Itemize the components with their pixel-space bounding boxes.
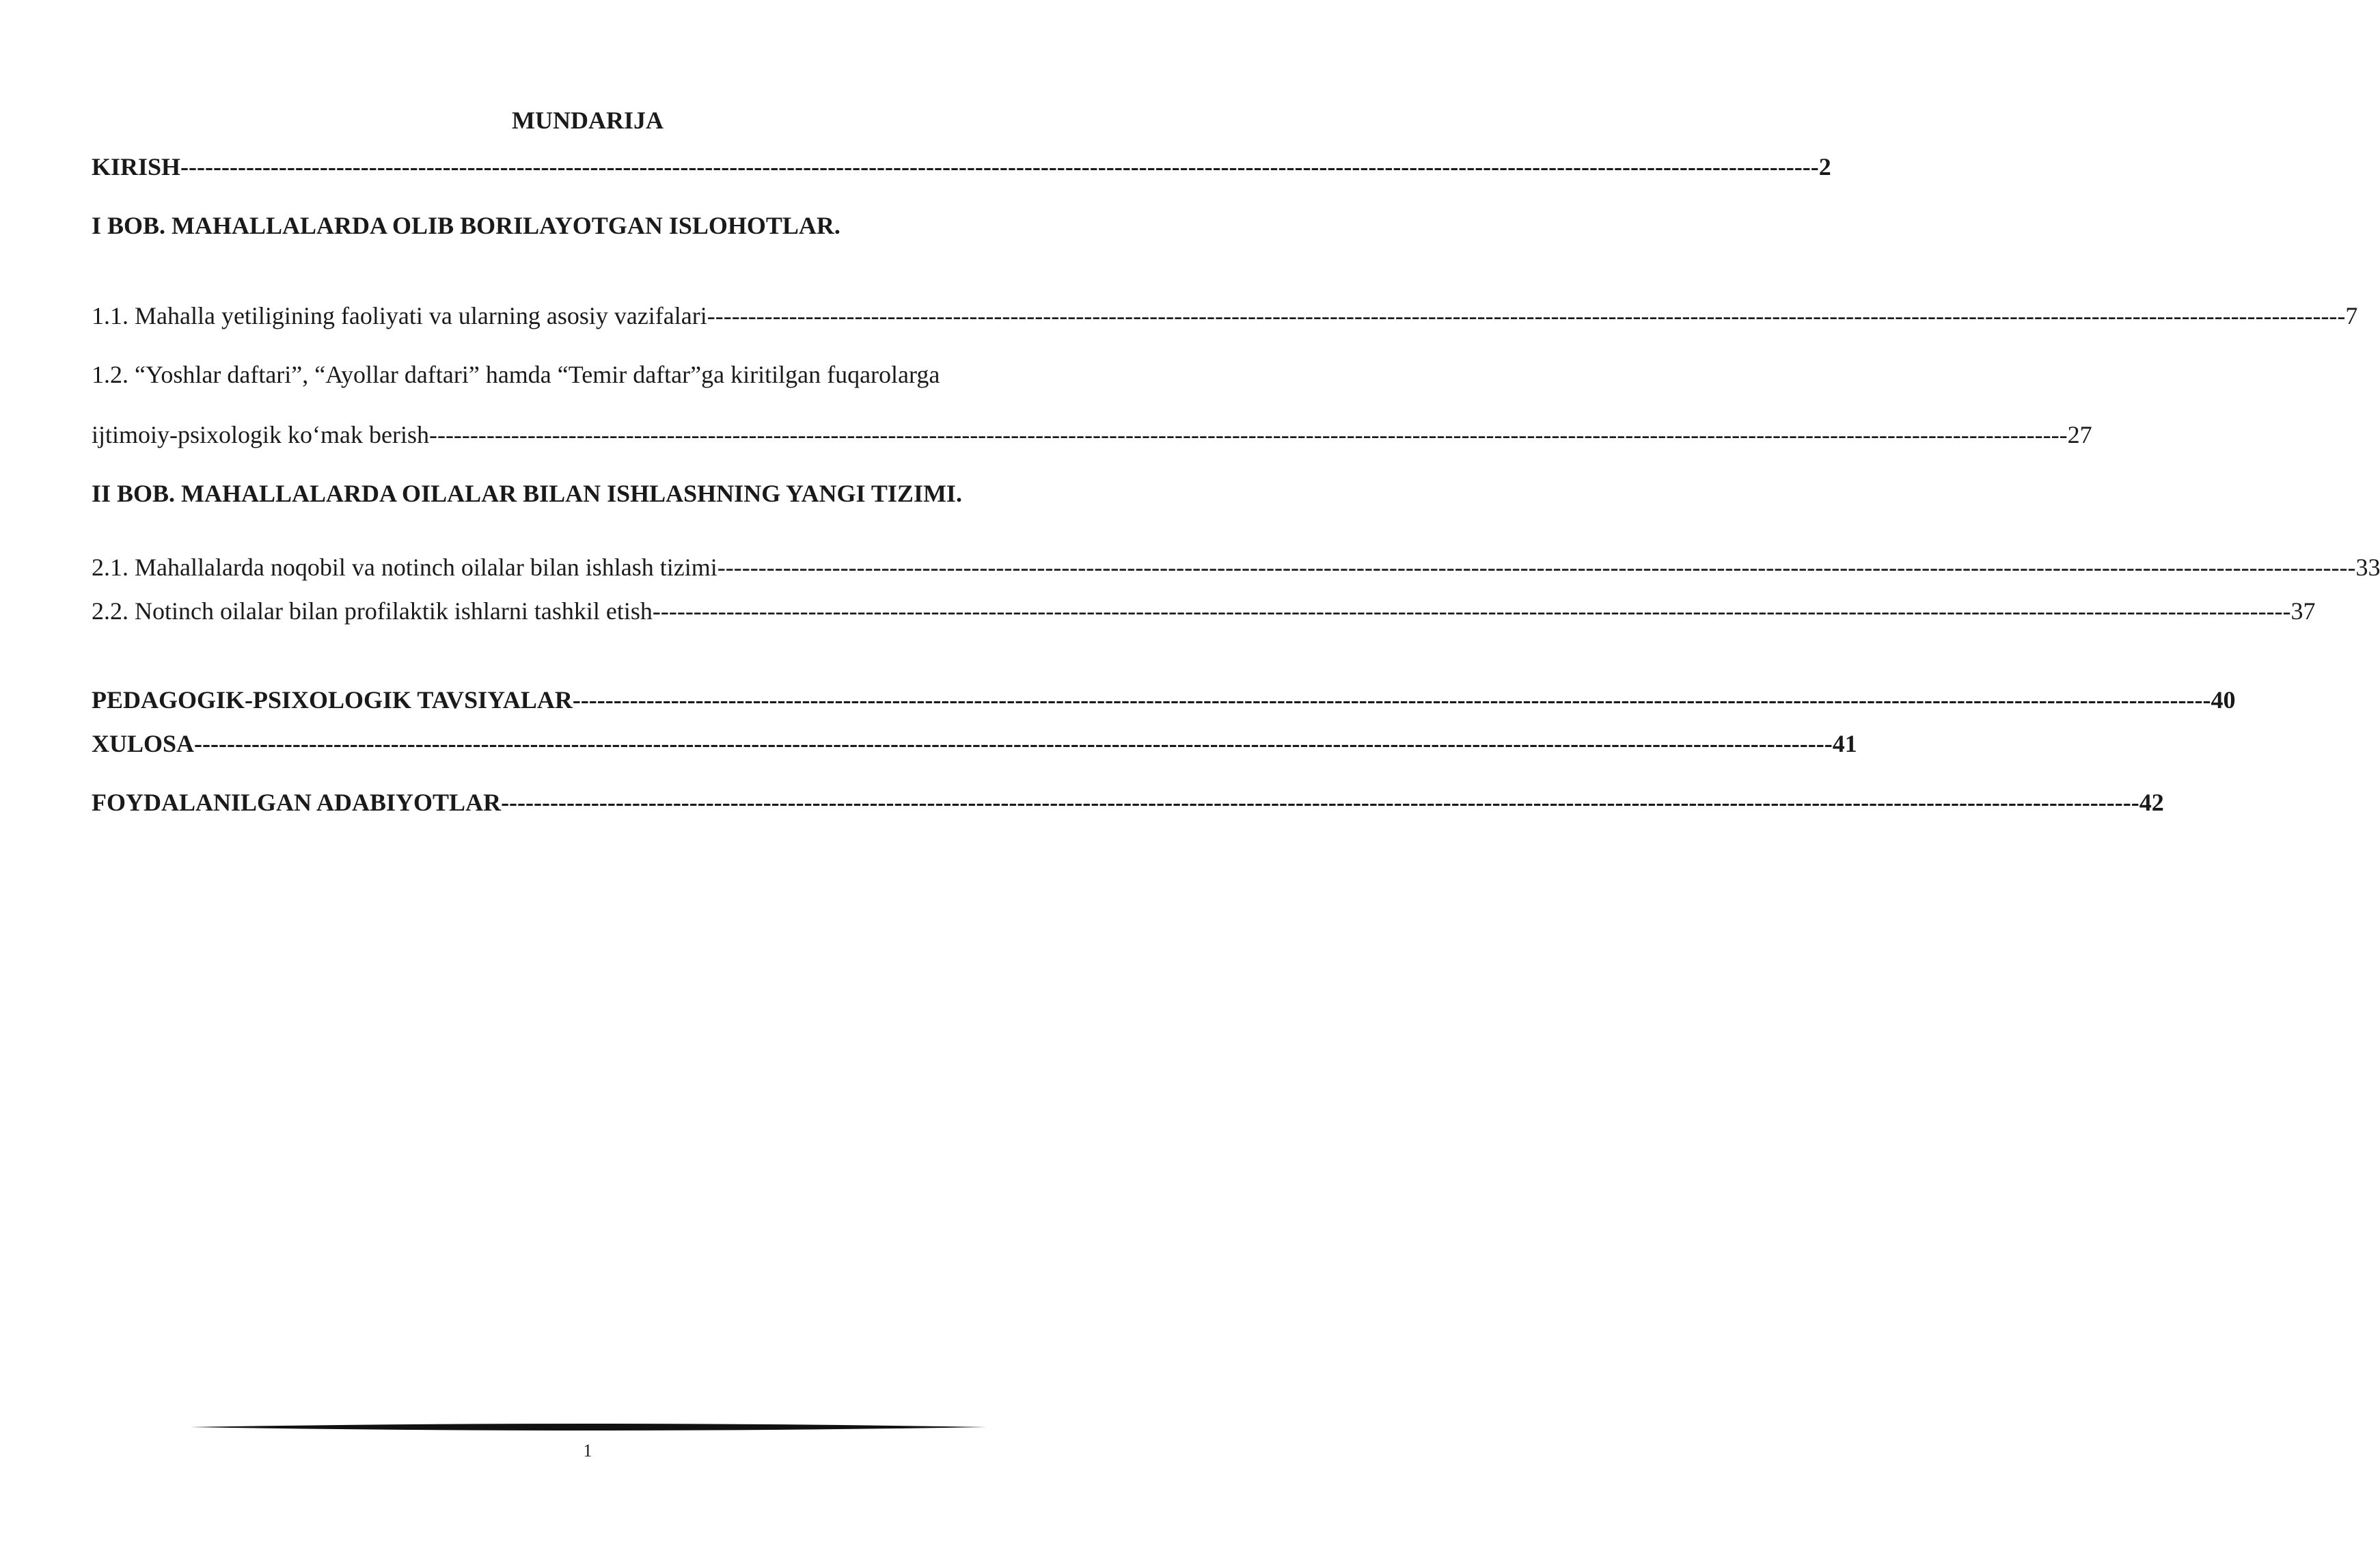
toc-page-number: 40 — [2211, 686, 2236, 714]
footer-divider — [190, 1422, 987, 1433]
toc-page-number: 42 — [2139, 789, 2164, 816]
toc-leader: -------------------------------------------------------------------------------------------------------------------------------------------------------------------------------------------------------- — [652, 597, 2291, 625]
toc-entry-pedagogik[interactable] — [92, 685, 2236, 715]
toc-entry-text: II BOB. MAHALLALARDA OILALAR BILAN ISHLASHNING YANGI TIZIMI. — [92, 480, 962, 507]
toc-entry-1-1[interactable] — [92, 301, 2358, 331]
toc-leader: -------------------------------------------------------------------------------------------------------------------------------------------------------------------------------------------------------- — [707, 302, 2346, 329]
toc-entry-text: I BOB. MAHALLALARDA OLIB BORILAYOTGAN ISLOHOTLAR. — [92, 212, 840, 239]
toc-entry-text: XULOSA — [92, 730, 195, 757]
toc-leader: -------------------------------------------------------------------------------------------------------------------------------------------------------------------------------------------------------- — [572, 686, 2211, 714]
toc-leader: -------------------------------------------------------------------------------------------------------------------------------------------------------------------------------------------------------- — [194, 730, 1833, 757]
toc-entry-text: 1.2. “Yoshlar daftari”, “Ayollar daftari” hamda “Temir daftar”ga kiritilgan fuqarolarga — [92, 361, 940, 388]
toc-leader: -------------------------------------------------------------------------------------------------------------------------------------------------------------------------------------------------------- — [428, 421, 2068, 448]
toc-leader: -------------------------------------------------------------------------------------------------------------------------------------------------------------------------------------------------------- — [717, 554, 2356, 581]
toc-entry-kirish[interactable] — [92, 152, 1831, 182]
toc-entry-1-2[interactable] — [92, 360, 940, 390]
toc-entry-text: 2.1. Mahallalarda noqobil va notinch oilalar bilan ishlash tizimi — [92, 554, 717, 581]
toc-leader: -------------------------------------------------------------------------------------------------------------------------------------------------------------------------------------------------------- — [180, 153, 1819, 180]
toc-page-number: 7 — [2345, 302, 2358, 329]
toc-entry-1-2-cont[interactable] — [92, 420, 2092, 450]
page-title: MUNDARIJA — [512, 107, 664, 134]
toc-page-number: 41 — [1832, 730, 1857, 757]
toc-entry-xulosa[interactable] — [92, 729, 1857, 759]
toc-entry-text: KIRISH — [92, 153, 181, 180]
toc-chapter-2[interactable] — [92, 478, 962, 508]
toc-entry-2-1[interactable] — [92, 552, 2380, 582]
toc-page-number: 2 — [1818, 153, 1831, 180]
toc-chapter-1[interactable] — [92, 211, 840, 241]
toc-leader: -------------------------------------------------------------------------------------------------------------------------------------------------------------------------------------------------------- — [501, 789, 2139, 816]
toc-page-number: 33 — [2355, 554, 2380, 581]
toc-entry-text: ijtimoiy-psixologik ko‘mak berish — [92, 421, 429, 448]
toc-entry-2-2[interactable] — [92, 596, 2316, 626]
toc-entry-text: 2.2. Notinch oilalar bilan profilaktik ishlarni tashkil etish — [92, 597, 653, 625]
toc-entry-adabiyotlar[interactable] — [92, 787, 2164, 817]
toc-entry-text: PEDAGOGIK-PSIXOLOGIK TAVSIYALAR — [92, 686, 573, 714]
toc-page-number: 27 — [2067, 421, 2092, 448]
toc-entry-text: FOYDALANILGAN ADABIYOTLAR — [92, 789, 502, 816]
toc-entry-text: 1.1. Mahalla yetiligining faoliyati va ularning asosiy vazifalari — [92, 302, 707, 329]
toc-page-number: 37 — [2290, 597, 2316, 625]
page-number: 1 — [583, 1441, 592, 1461]
